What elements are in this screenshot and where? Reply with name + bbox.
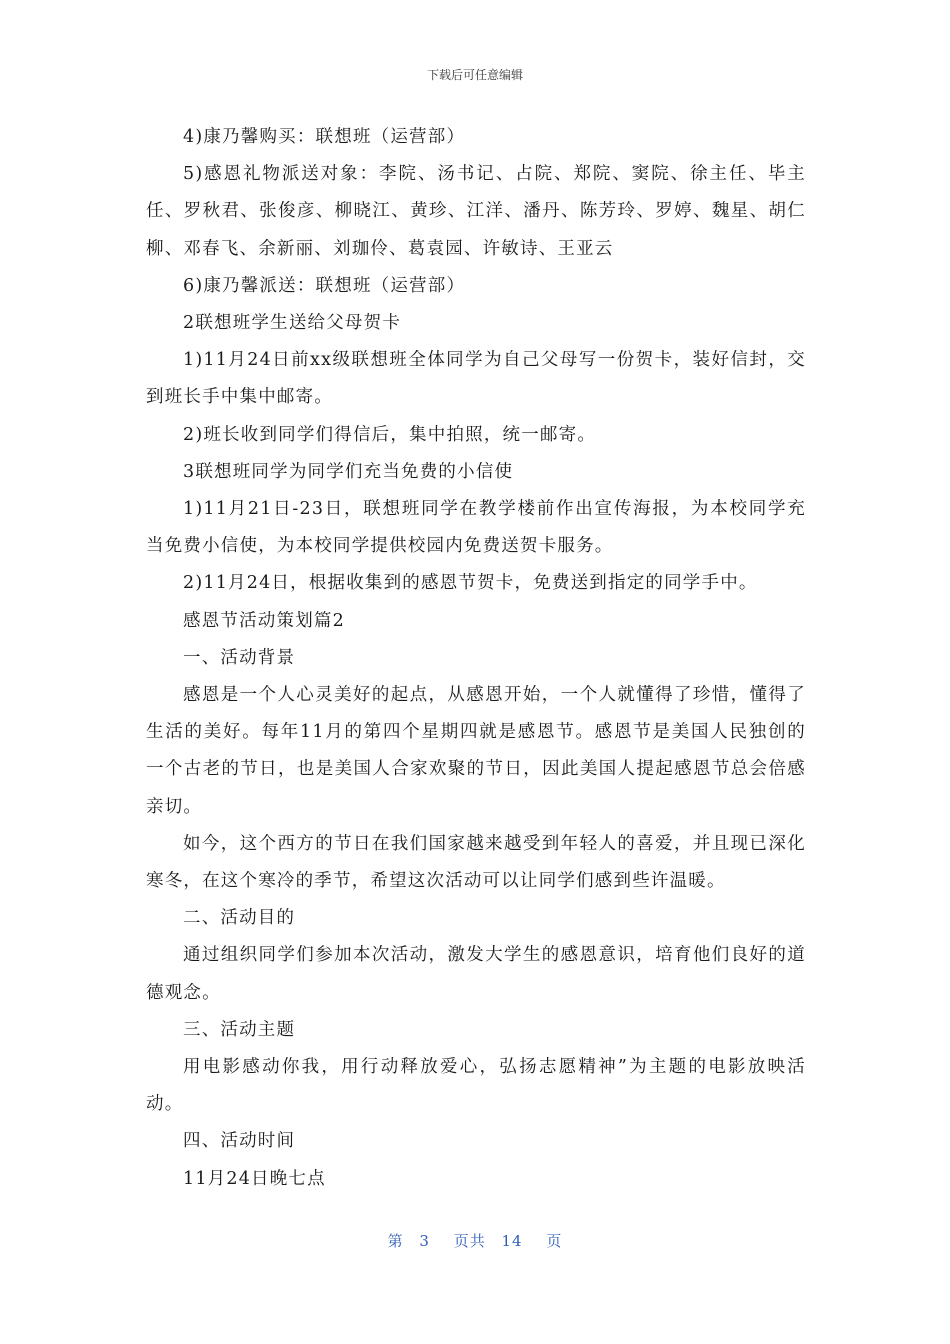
paragraph: 2)11月24日，根据收集到的感恩节贺卡，免费送到指定的同学手中。 (183, 573, 758, 594)
page-footer-suffix: 页 (546, 1232, 563, 1250)
paragraph: 11月24日晚七点 (183, 1168, 326, 1189)
paragraph: 感恩是一个人心灵美好的起点，从感恩开始，一个人就懂得了珍惜，懂得了生活的美好。每年11月的第四个星期四就是感恩节。感恩节是美国人民独创的一个古老的节日，也是美国人合家欢聚的节日，因此美国人提起感恩节总会倍感亲切。 (146, 685, 806, 817)
paragraph: 4)康乃馨购买：联想班（运营部） (183, 127, 466, 147)
paragraph: 5)感恩礼物派送对象：李院、汤书记、占院、郑院、窦院、徐主任、毕主任、罗秋君、张俊彦、柳晓江、黄珍、江洋、潘丹、陈芳玲、罗婷、魏星、胡仁柳、邓春飞、余新丽、刘珈伶、葛袁园、许敏诗、王亚云 (146, 164, 806, 259)
paragraph: 1)11月21日-23日，联想班同学在教学楼前作出宣传海报，为本校同学充当免费小信使，为本校同学提供校园内免费送贺卡服务。 (146, 499, 806, 557)
page-number: 3 (419, 1232, 430, 1250)
section-heading: 一、活动背景 (183, 647, 296, 668)
page-total: 14 (501, 1232, 523, 1250)
article-title: 感恩节活动策划篇2 (183, 610, 345, 631)
section-heading: 3联想班同学为同学们充当免费的小信使 (183, 461, 514, 482)
section-heading: 二、活动目的 (183, 908, 296, 929)
paragraph: 通过组织同学们参加本次活动，激发大学生的感恩意识，培育他们良好的道德观念。 (146, 945, 806, 1003)
paragraph: 如今，这个西方的节日在我们国家越来越受到年轻人的喜爱，并且现已深化寒冬，在这个寒冷的季节，希望这次活动可以让同学们感到些许温暖。 (146, 833, 806, 892)
paragraph: 6)康乃馨派送：联想班（运营部） (183, 275, 466, 296)
section-heading: 四、活动时间 (183, 1131, 296, 1152)
paragraph: 2)班长收到同学们得信后，集中拍照，统一邮寄。 (183, 424, 597, 445)
paragraph: 用电影感动你我，用行动释放爱心，弘扬志愿精神”为主题的电影放映活动。 (146, 1057, 806, 1115)
page-header: 下载后可任意编辑 (426, 68, 523, 82)
document-body (146, 119, 806, 1198)
paragraph: 1)11月24日前xx级联想班全体同学为自己父母写一份贺卡，装好信封，交到班长手中集中邮寄。 (146, 350, 806, 408)
section-heading: 2联想班学生送给父母贺卡 (183, 313, 402, 334)
page-footer-middle: 页共 (453, 1232, 486, 1250)
section-heading: 三、活动主题 (183, 1019, 296, 1040)
page-footer-prefix: 第 (387, 1232, 404, 1250)
page-footer (0, 1230, 950, 1251)
